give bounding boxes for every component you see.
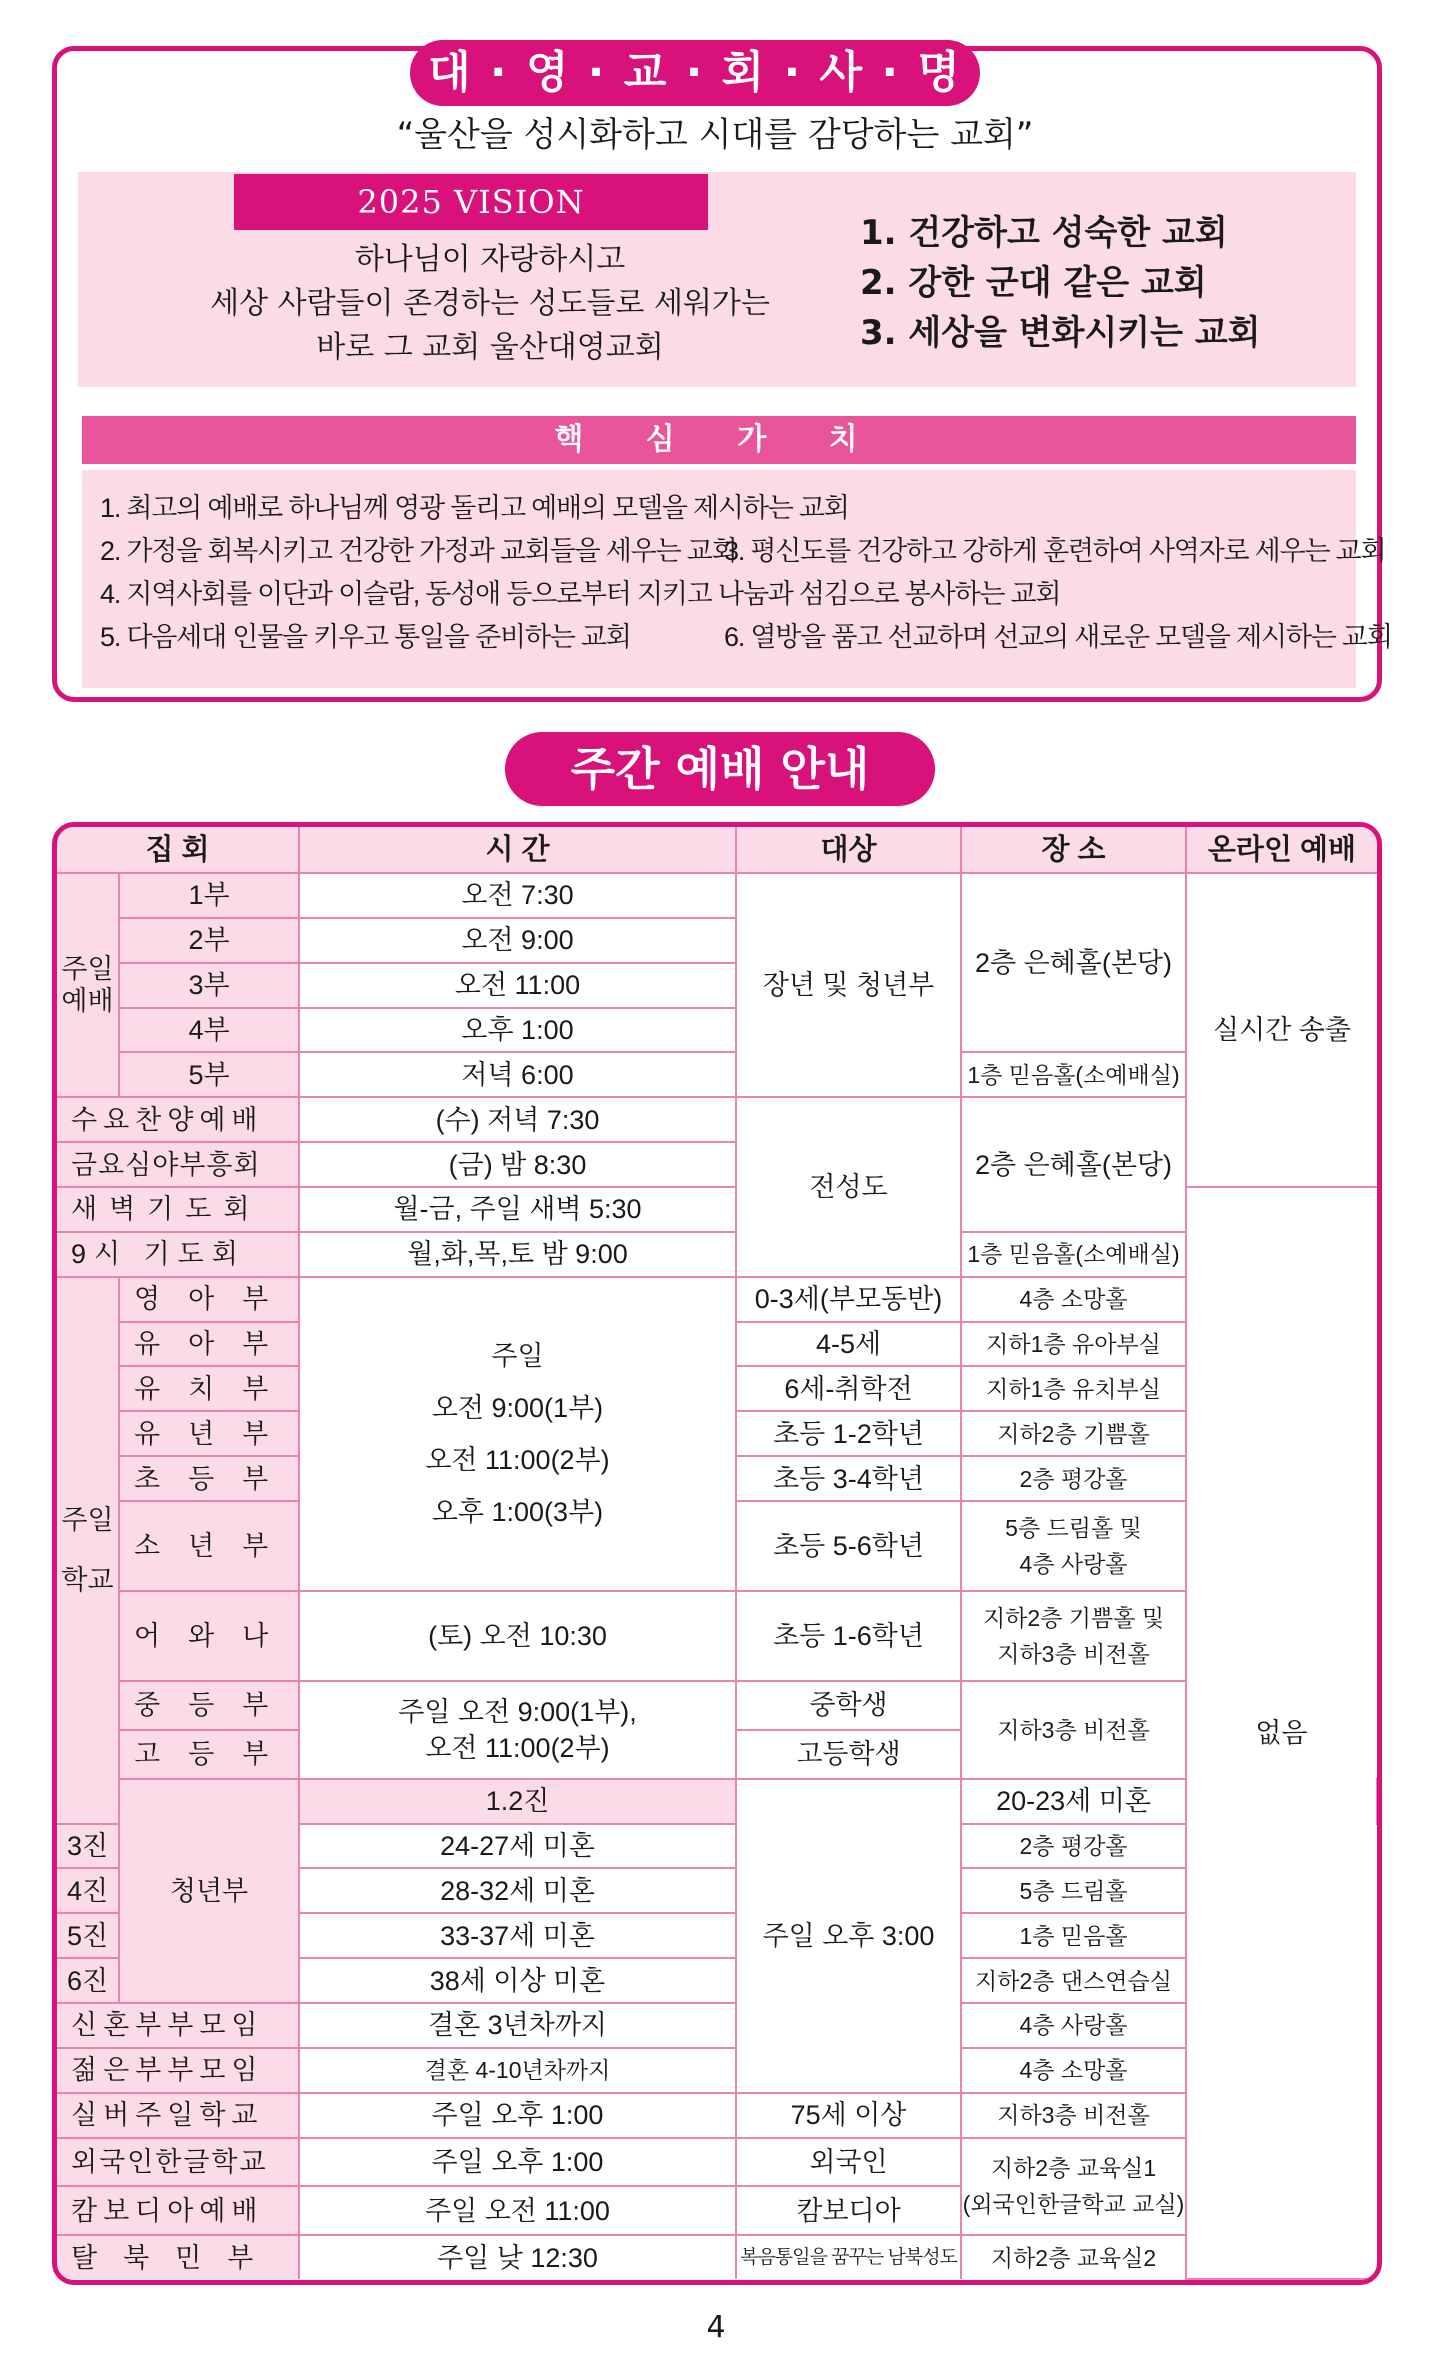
group-label-youth: 청년부 xyxy=(119,1779,299,2003)
column-header: 대상 xyxy=(736,827,961,873)
table-row xyxy=(57,1591,1377,1681)
department-target: 중학생 xyxy=(736,1681,961,1730)
place-line: 지하2층 기쁨홀 및 xyxy=(982,1605,1165,1632)
place-line: 지하3층 비전홀 xyxy=(997,1641,1150,1668)
core-values-title: 핵 심 가 치 xyxy=(82,416,1356,464)
department-place xyxy=(961,1591,1186,1681)
table-row xyxy=(57,2138,1377,2187)
school-time: 오후 1:00(3부) xyxy=(431,1496,604,1527)
schedule-table xyxy=(57,827,1377,2280)
group-place: 4층 소망홀 xyxy=(961,2048,1186,2093)
department-time: (토) 오전 10:30 xyxy=(299,1591,736,1681)
department-target: 초등 1-2학년 xyxy=(736,1411,961,1456)
service-name: 1부 xyxy=(119,873,299,918)
department-name: 소년부 xyxy=(119,1501,299,1591)
department-target: 초등 3-4학년 xyxy=(736,1456,961,1501)
group-target: 복음통일을 꿈꾸는 남북성도 xyxy=(736,2235,961,2279)
service-name: 새벽기도회 xyxy=(57,1187,299,1232)
department-place: 4층 소망홀 xyxy=(961,1277,1186,1322)
youth-team-name: 1.2진 xyxy=(299,1779,736,1824)
page-number: 4 xyxy=(706,2310,726,2345)
service-time: 오전 11:00 xyxy=(299,963,736,1008)
group-name: 신혼부부모임 xyxy=(57,2003,299,2048)
department-place: 지하1층 유아부실 xyxy=(961,1322,1186,1367)
group-target: 캄보디아 xyxy=(736,2186,961,2235)
department-target: 고등학생 xyxy=(736,1730,961,1779)
department-time xyxy=(299,1681,736,1779)
group-target: 결혼 3년차까지 xyxy=(299,2003,736,2048)
table-header-row xyxy=(57,827,1377,873)
department-place: 지하2층 기쁨홀 xyxy=(961,1411,1186,1456)
group-name: 외국인한글학교 xyxy=(57,2138,299,2187)
service-name: 3부 xyxy=(119,963,299,1008)
place-line: 4층 사랑홀 xyxy=(1019,1551,1128,1578)
youth-time: 주일 오후 3:00 xyxy=(736,1779,961,2093)
place-line: 5층 드림홀 및 xyxy=(1005,1515,1142,1542)
goal-item: 1. 건강하고 성숙한 교회 xyxy=(860,213,1228,253)
service-name: 5부 xyxy=(119,1052,299,1097)
table-row xyxy=(57,1052,1377,1097)
service-place: 1층 믿음홀(소예배실) xyxy=(961,1232,1186,1277)
core-value-item: 3. 평신도를 건강하고 강하게 훈련하여 사역자로 세우는 교회 xyxy=(724,536,1386,566)
youth-team-name: 4진 xyxy=(57,1868,119,1913)
core-value-item: 2. 가정을 회복시키고 건강한 가정과 교회들을 세우는 교회 xyxy=(100,536,737,566)
time-line: 주일 오전 9:00(1부), xyxy=(398,1696,637,1727)
department-place: 지하3층 비전홀 xyxy=(961,1681,1186,1779)
table-row xyxy=(57,1097,1377,1142)
department-name: 영아부 xyxy=(119,1277,299,1322)
department-name: 유년부 xyxy=(119,1411,299,1456)
service-name: 금요심야부흥회 xyxy=(57,1142,299,1187)
table-row xyxy=(57,873,1377,918)
goal-item: 2. 강한 군대 같은 교회 xyxy=(860,263,1207,303)
vision-statement xyxy=(160,238,820,370)
vision-goals xyxy=(860,208,1340,358)
youth-team-name: 5진 xyxy=(57,1913,119,1958)
service-name: 2부 xyxy=(119,918,299,963)
youth-place: 5층 드림홀 xyxy=(961,1868,1186,1913)
service-time: 오후 1:00 xyxy=(299,1008,736,1053)
place-line: (외국인한글학교 교실) xyxy=(962,2191,1185,2218)
department-place: 2층 평강홀 xyxy=(961,1456,1186,1501)
department-target: 4-5세 xyxy=(736,1322,961,1367)
youth-place: 지하2층 댄스연습실 xyxy=(961,1958,1186,2003)
group-name: 탈북민부 xyxy=(57,2235,299,2279)
service-name: 수요찬양예배 xyxy=(57,1097,299,1142)
vision-line: 바로 그 교회 울산대영교회 xyxy=(316,330,664,365)
table-row xyxy=(57,1779,1377,1824)
school-time-block xyxy=(299,1277,736,1591)
group-place: 4층 사랑홀 xyxy=(961,2003,1186,2048)
service-time: 월-금, 주일 새벽 5:30 xyxy=(299,1187,736,1232)
service-target: 전성도 xyxy=(736,1097,961,1276)
group-label-sunday: 주일예배 xyxy=(57,873,119,1097)
school-time-label: 주일 xyxy=(491,1340,544,1371)
vision-line: 세상 사람들이 존경하는 성도들로 세워가는 xyxy=(210,286,770,321)
goal-item: 3. 세상을 변화시키는 교회 xyxy=(860,313,1261,353)
group-time: 주일 오후 1:00 xyxy=(299,2093,736,2138)
youth-target: 38세 이상 미혼 xyxy=(299,1958,736,2003)
group-name: 캄보디아예배 xyxy=(57,2186,299,2235)
service-target: 장년 및 청년부 xyxy=(736,873,961,1097)
group-name: 젊은부부모임 xyxy=(57,2048,299,2093)
department-name: 유치부 xyxy=(119,1366,299,1411)
department-target: 0-3세(부모동반) xyxy=(736,1277,961,1322)
department-target: 6세-취학전 xyxy=(736,1366,961,1411)
youth-target: 20-23세 미혼 xyxy=(961,1779,1186,1824)
table-row xyxy=(57,1232,1377,1277)
table-row xyxy=(57,1681,1377,1730)
table-row xyxy=(57,2235,1377,2279)
column-header: 집 회 xyxy=(57,827,299,873)
vision-line: 하나님이 자랑하시고 xyxy=(354,242,626,277)
department-name: 어와나 xyxy=(119,1591,299,1681)
school-time: 오전 9:00(1부) xyxy=(431,1392,604,1423)
department-place: 지하1층 유치부실 xyxy=(961,1366,1186,1411)
school-time: 오전 11:00(2부) xyxy=(425,1444,610,1475)
online-status: 없음 xyxy=(1186,1187,1377,2279)
department-name: 유아부 xyxy=(119,1322,299,1367)
youth-target: 33-37세 미혼 xyxy=(299,1913,736,1958)
table-row xyxy=(57,2093,1377,2138)
service-time: 저녁 6:00 xyxy=(299,1052,736,1097)
service-place: 2층 은혜홀(본당) xyxy=(961,1097,1186,1232)
group-time: 주일 오전 11:00 xyxy=(299,2186,736,2235)
online-status: 실시간 송출 xyxy=(1186,873,1377,1187)
youth-team-name: 6진 xyxy=(57,1958,119,2003)
group-time: 주일 낮 12:30 xyxy=(299,2235,736,2279)
service-name: 4부 xyxy=(119,1008,299,1053)
core-value-item: 5. 다음세대 인물을 키우고 통일을 준비하는 교회 xyxy=(100,622,631,652)
column-header: 온라인 예배 xyxy=(1186,827,1377,873)
service-time: 오전 9:00 xyxy=(299,918,736,963)
service-place: 1층 믿음홀(소예배실) xyxy=(961,1052,1186,1097)
youth-target: 28-32세 미혼 xyxy=(299,1868,736,1913)
group-time: 주일 오후 1:00 xyxy=(299,2138,736,2187)
group-place xyxy=(961,2138,1186,2236)
core-value-item: 6. 열방을 품고 선교하며 선교의 새로운 모델을 제시하는 교회 xyxy=(724,622,1392,652)
table-row xyxy=(57,2048,1377,2093)
department-name: 초등부 xyxy=(119,1456,299,1501)
mission-title: 대 · 영 · 교 · 회 · 사 · 명 xyxy=(410,40,980,106)
core-value-item: 4. 지역사회를 이단과 이슬람, 동성애 등으로부터 지키고 나눔과 섬김으로 봉사하는 교회 xyxy=(100,579,1061,609)
group-place: 지하3층 비전홀 xyxy=(961,2093,1186,2138)
service-time: (수) 저녁 7:30 xyxy=(299,1097,736,1142)
column-header: 시 간 xyxy=(299,827,736,873)
youth-target: 24-27세 미혼 xyxy=(299,1824,736,1869)
group-label-school: 주일학교 xyxy=(57,1277,119,1824)
department-place xyxy=(961,1501,1186,1591)
youth-team-name: 3진 xyxy=(57,1824,119,1869)
service-time: 오전 7:30 xyxy=(299,873,736,918)
youth-place: 2층 평강홀 xyxy=(961,1824,1186,1869)
group-target: 75세 이상 xyxy=(736,2093,961,2138)
group-target: 결혼 4-10년차까지 xyxy=(299,2048,736,2093)
group-name: 실버주일학교 xyxy=(57,2093,299,2138)
group-target: 외국인 xyxy=(736,2138,961,2187)
department-name: 중등부 xyxy=(119,1681,299,1730)
worship-title: 주간 예배 안내 xyxy=(505,732,935,806)
service-name: 9시 기도회 xyxy=(57,1232,299,1277)
service-time: (금) 밤 8:30 xyxy=(299,1142,736,1187)
youth-place: 1층 믿음홀 xyxy=(961,1913,1186,1958)
service-time: 월,화,목,토 밤 9:00 xyxy=(299,1232,736,1277)
service-place: 2층 은혜홀(본당) xyxy=(961,873,1186,1052)
department-target: 초등 5-6학년 xyxy=(736,1501,961,1591)
group-place: 지하2층 교육실2 xyxy=(961,2235,1186,2279)
department-name: 고등부 xyxy=(119,1730,299,1779)
table-row xyxy=(57,1277,1377,1322)
worship-schedule xyxy=(52,822,1382,2285)
place-line: 지하2층 교육실1 xyxy=(990,2155,1157,2182)
department-target: 초등 1-6학년 xyxy=(736,1591,961,1681)
column-header: 장 소 xyxy=(961,827,1186,873)
table-row xyxy=(57,2003,1377,2048)
church-motto: “울산을 성시화하고 시대를 감당하는 교회” xyxy=(396,115,1034,155)
core-value-item: 1. 최고의 예배로 하나님께 영광 돌리고 예배의 모델을 제시하는 교회 xyxy=(100,493,849,523)
vision-label: 2025 VISION xyxy=(234,174,708,230)
time-line: 오전 11:00(2부) xyxy=(425,1732,610,1763)
